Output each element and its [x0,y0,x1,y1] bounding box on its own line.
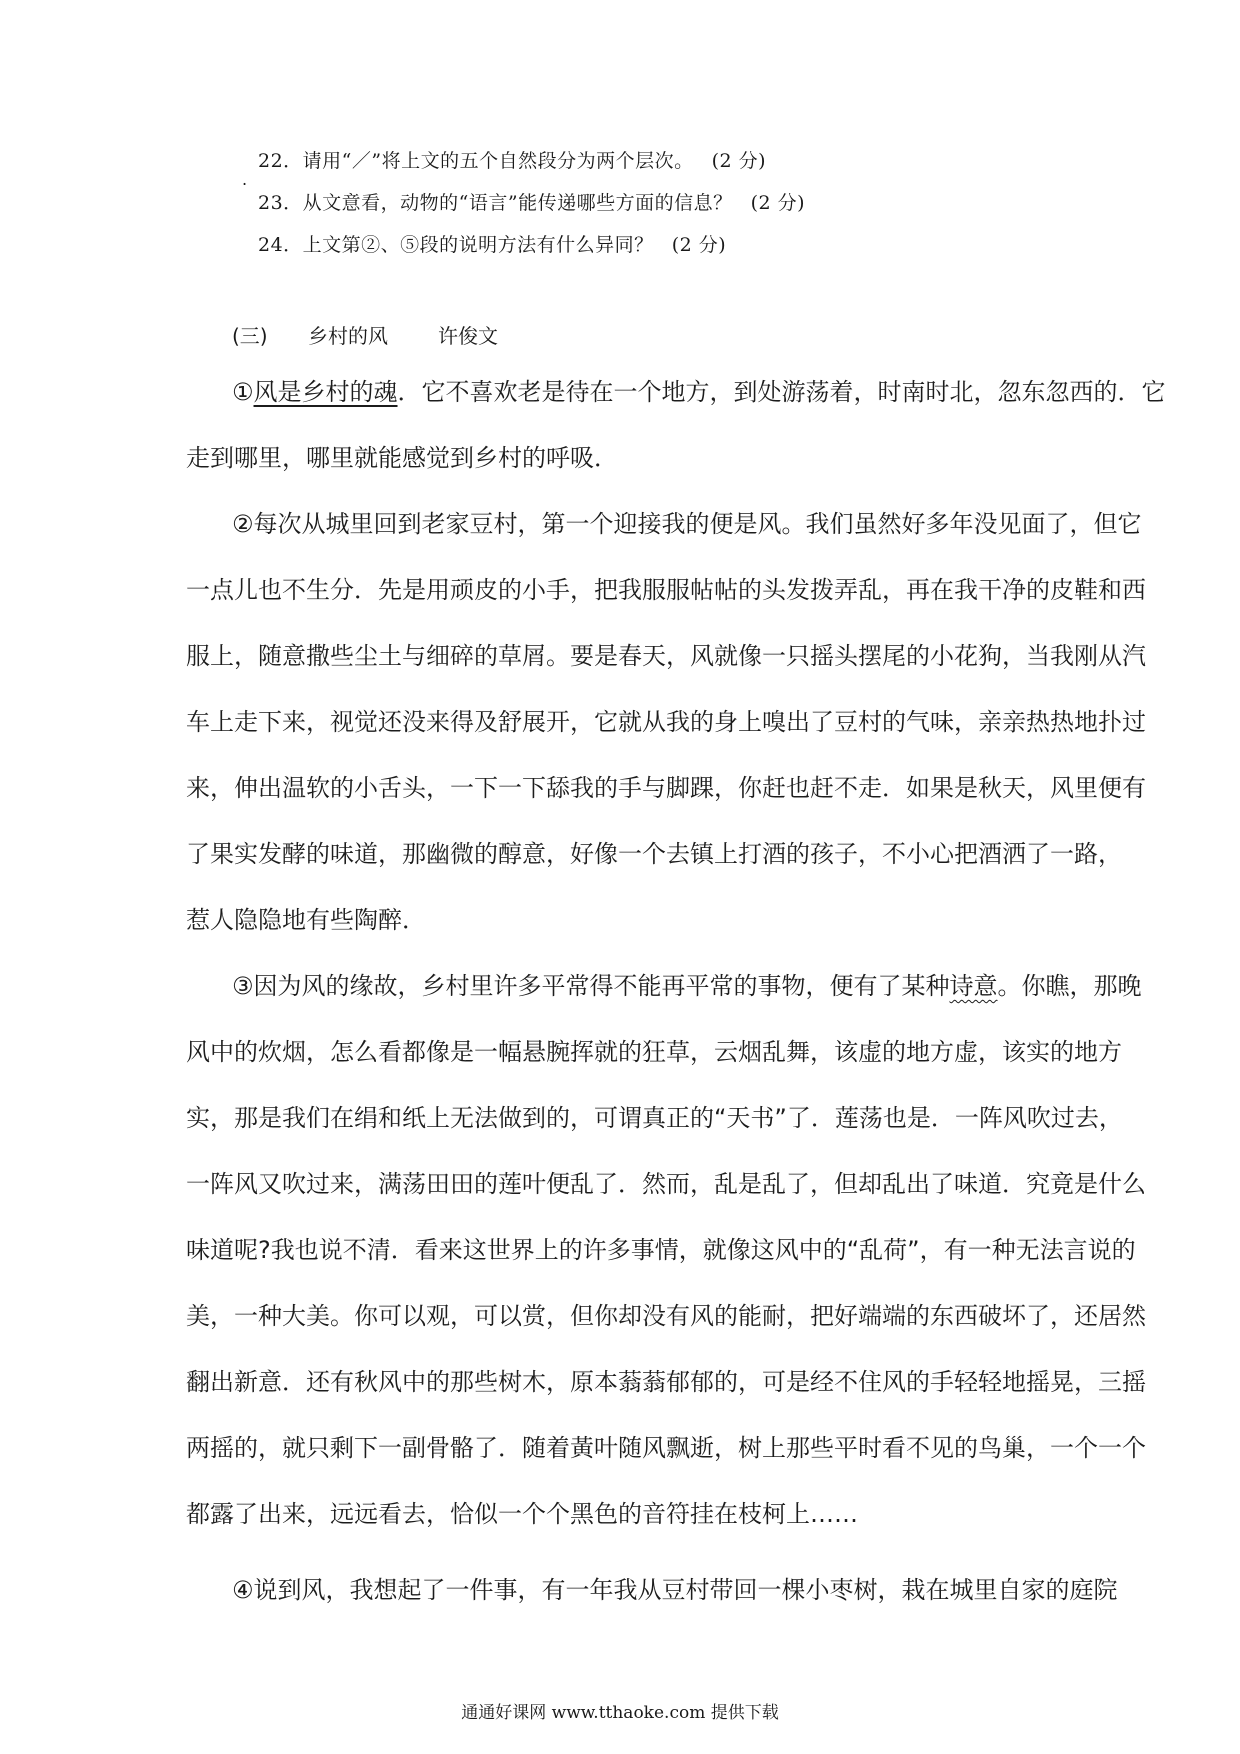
question-24 [258,230,726,257]
wavy-underlined-phrase: 诗意 [949,972,998,1000]
body-line: 车上走下来，视觉还没来得及舒展开，它就从我的身上嗅出了豆村的气味，亲亲热热地扑过 [186,708,1146,736]
line-text: ③因为风的缘故，乡村里许多平常得不能再平常的事物，便有了某种 [232,972,950,1000]
body-line [232,966,1142,1001]
body-line: 走到哪里，哪里就能感觉到乡村的呼吸． [186,444,618,472]
body-line: 服上，随意撒些尘土与细碎的草屑。要是春天，风就像一只摇头摆尾的小花狗，当我刚从汽 [186,642,1146,670]
body-line: 两摇的，就只剩下一副骨骼了．随着黃叶随风飘逝，树上那些平时看不见的鸟巢，一个一个 [186,1434,1146,1462]
question-score: (2 分) [750,192,806,214]
article-author: 许俊文 [438,324,498,348]
body-line: ④说到风，我想起了一件事，有一年我从豆村带回一棵小枣树，栽在城里自家的庭院 [232,1576,1118,1604]
body-line: 实，那是我们在绢和纸上无法做到的，可谓真正的“天书”了．莲荡也是．一阵风吹过去， [186,1104,1123,1132]
body-line: 来，伸出温软的小舌头，一下一下舔我的手与脚踝，你赶也赶不走．如果是秋天，风里便有 [186,774,1146,802]
question-22 [258,146,766,173]
body-line: 美，一种大美。你可以观，可以赏，但你却没有风的能耐，把好端端的东西破坏了，还居然 [186,1302,1146,1330]
body-line: ②每次从城里回到老家豆村，第一个迎接我的便是风。我们虽然好多年没见面了，但它 [232,510,1142,538]
question-text: 22．请用“／”将上文的五个自然段分为两个层次。 [258,150,694,172]
body-line: 一阵风又吹过来，满荡田田的莲叶便乱了．然而，乱是乱了，但却乱出了味道．究竟是什么 [186,1170,1146,1198]
body-line: 翻出新意．还有秋风中的那些树木，原本蓊蓊郁郁的，可是经不住风的手轻轻地摇晃，三摇 [186,1368,1146,1396]
question-score: (2 分) [671,234,727,256]
question-score: (2 分) [711,150,767,172]
body-line: 了果实发酵的味道，那幽微的醇意，好像一个去镇上打酒的孩子，不小心把酒洒了一路， [186,840,1122,868]
paragraph-marker: ① [232,378,254,406]
question-text: 24．上文第②、⑤段的说明方法有什么异同？ [258,234,654,256]
section-number: (三) [232,324,268,348]
section-heading [232,320,498,349]
page-footer: 通通好课网 www.tthaoke.com 提供下载 [461,1703,779,1723]
body-line: 风中的炊烟，怎么看都像是一幅悬腕挥就的狂草，云烟乱舞，该虚的地方虚，该实的地方 [186,1038,1122,1066]
line-text: 。你瞧，那晚 [997,972,1142,1000]
body-line: 一点儿也不生分．先是用顽皮的小手，把我服服帖帖的头发拨弄乱，再在我干净的皮鞋和西 [186,576,1146,604]
body-line: 惹人隐隐地有些陶醉． [186,906,426,934]
line-text: ．它不喜欢老是待在一个地方，到处游荡着，时南时北，忽东忽西的．它 [397,378,1166,406]
underlined-phrase: 风是乡村的魂 [253,378,398,406]
question-text: 23．从文意看，动物的“语言”能传递哪些方面的信息？ [258,192,733,214]
article-title: 乡村的风 [308,324,388,348]
body-line: 都露了出来，远远看去，恰似一个个黑色的音符挂在枝柯上…… [186,1500,858,1528]
body-line [232,372,1166,407]
body-line: 味道呢?我也说不清．看来这世界上的许多事情，就像这风中的“乱荷”，有一种无法言说的 [186,1236,1136,1264]
question-23 [258,188,805,215]
stray-mark: . [242,170,248,189]
